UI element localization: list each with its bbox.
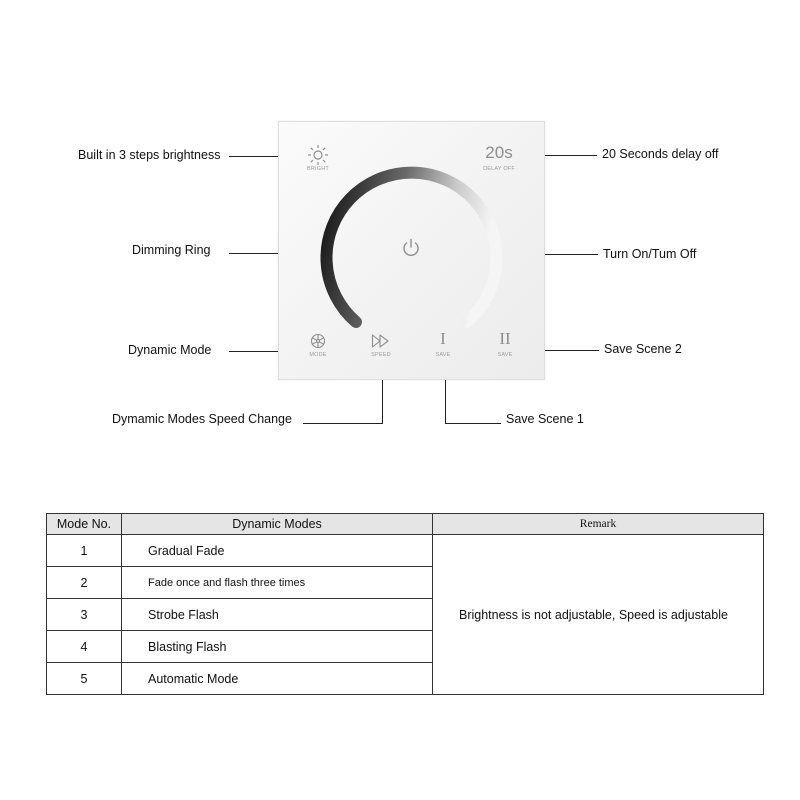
save-scene-2-button[interactable]: II (499, 329, 511, 348)
bright-label: BRIGHT (307, 166, 329, 172)
header-remark: Remark (433, 514, 764, 535)
leader-line-scene1-h (445, 423, 501, 424)
callout-dynamic-mode: Dynamic Mode (128, 343, 212, 357)
save-scene-1-button[interactable]: I (440, 329, 446, 348)
mode-number: 2 (47, 567, 122, 599)
mode-number: 5 (47, 663, 122, 695)
delay-label: DELAY OFF (483, 166, 515, 172)
leader-line-speed-h (303, 423, 383, 424)
save-2-label: SAVE (497, 352, 513, 358)
callout-scene-1: Save Scene 1 (506, 412, 584, 426)
mode-label: MODE (309, 352, 327, 358)
mode-name: Blasting Flash (122, 631, 433, 663)
header-dynamic-modes: Dynamic Modes (122, 514, 433, 535)
speed-label: SPEED (371, 352, 391, 358)
table-row (47, 535, 764, 567)
mode-number: 3 (47, 599, 122, 631)
callout-speed: Dymamic Modes Speed Change (112, 412, 292, 426)
callout-brightness: Built in 3 steps brightness (78, 148, 221, 162)
mode-name: Strobe Flash (122, 599, 433, 631)
header-mode-no: Mode No. (47, 514, 122, 535)
delay-value[interactable]: 20s (485, 143, 513, 162)
mode-name: Gradual Fade (122, 535, 433, 567)
remark-cell: Brightness is not adjustable, Speed is adjustable (433, 535, 764, 695)
mode-name: Automatic Mode (122, 663, 433, 695)
callout-delay: 20 Seconds delay off (602, 147, 719, 161)
mode-name: Fade once and flash three times (122, 567, 433, 599)
dimming-ring[interactable] (307, 166, 517, 376)
dynamic-modes-table (46, 513, 764, 695)
callout-dimming-ring: Dimming Ring (132, 243, 211, 257)
mode-number: 1 (47, 535, 122, 567)
control-panel (278, 121, 545, 380)
callout-power: Turn On/Tum Off (603, 247, 697, 261)
save-1-label: SAVE (435, 352, 451, 358)
table-header-row (47, 514, 764, 535)
mode-number: 4 (47, 631, 122, 663)
fast-forward-icon[interactable] (371, 333, 391, 349)
power-icon[interactable] (400, 237, 422, 259)
sun-icon[interactable] (307, 144, 329, 166)
mode-wheel-icon[interactable] (310, 333, 326, 349)
callout-scene-2: Save Scene 2 (604, 342, 682, 356)
